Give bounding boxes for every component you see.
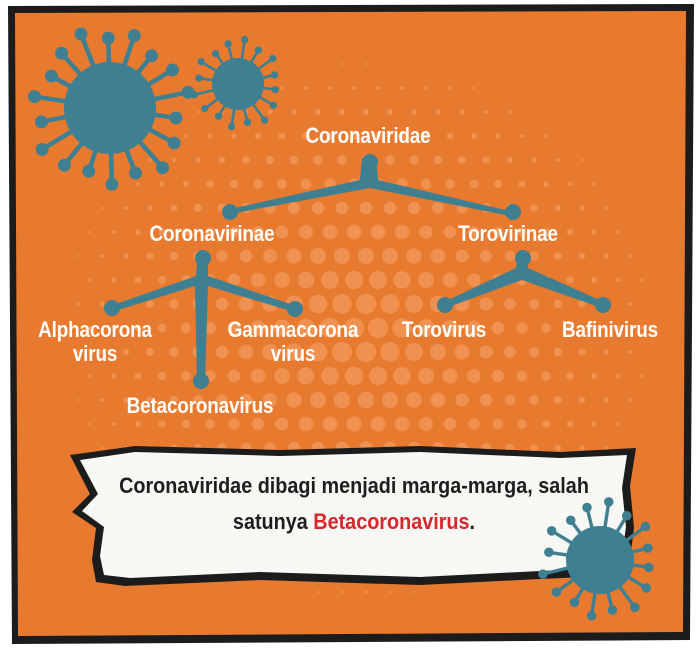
label-torovirus: Torovirus	[401, 317, 487, 342]
node-alphacoronavirus	[104, 300, 120, 316]
label-coronaviridae: Coronaviridae	[305, 123, 431, 148]
caption-end: .	[469, 509, 476, 534]
node-coronavirinae	[222, 204, 238, 220]
label-betacoronavirus: Betacoronavirus	[126, 393, 274, 418]
node-torovirinae-fork	[515, 250, 531, 266]
caption-text	[116, 468, 591, 540]
node-bafinivirus	[595, 297, 611, 313]
node-torovirinae	[505, 204, 521, 220]
label-bafinivirus: Bafinivirus	[562, 317, 658, 342]
node-torovirus	[437, 297, 453, 313]
caption-main: Coronaviridae dibagi menjadi marga-marga, salah satunya	[119, 473, 589, 534]
label-alphacoronavirus-line2: virus	[72, 341, 118, 366]
caption-highlight: Betacoronavirus	[313, 509, 470, 534]
label-alphacoronavirus-line1: Alphacorona	[38, 317, 152, 342]
label-gammacoronavirus-line1: Gammacorona	[227, 317, 359, 342]
node-coronaviridae	[362, 154, 378, 170]
label-gammacoronavirus-line2: virus	[270, 341, 316, 366]
node-coronavirinae-fork	[195, 250, 211, 266]
label-coronavirinae: Coronavirinae	[149, 221, 275, 246]
label-torovirinae: Torovirinae	[458, 221, 558, 246]
node-gammacoronavirus	[287, 301, 303, 317]
node-betacoronavirus	[193, 373, 209, 389]
